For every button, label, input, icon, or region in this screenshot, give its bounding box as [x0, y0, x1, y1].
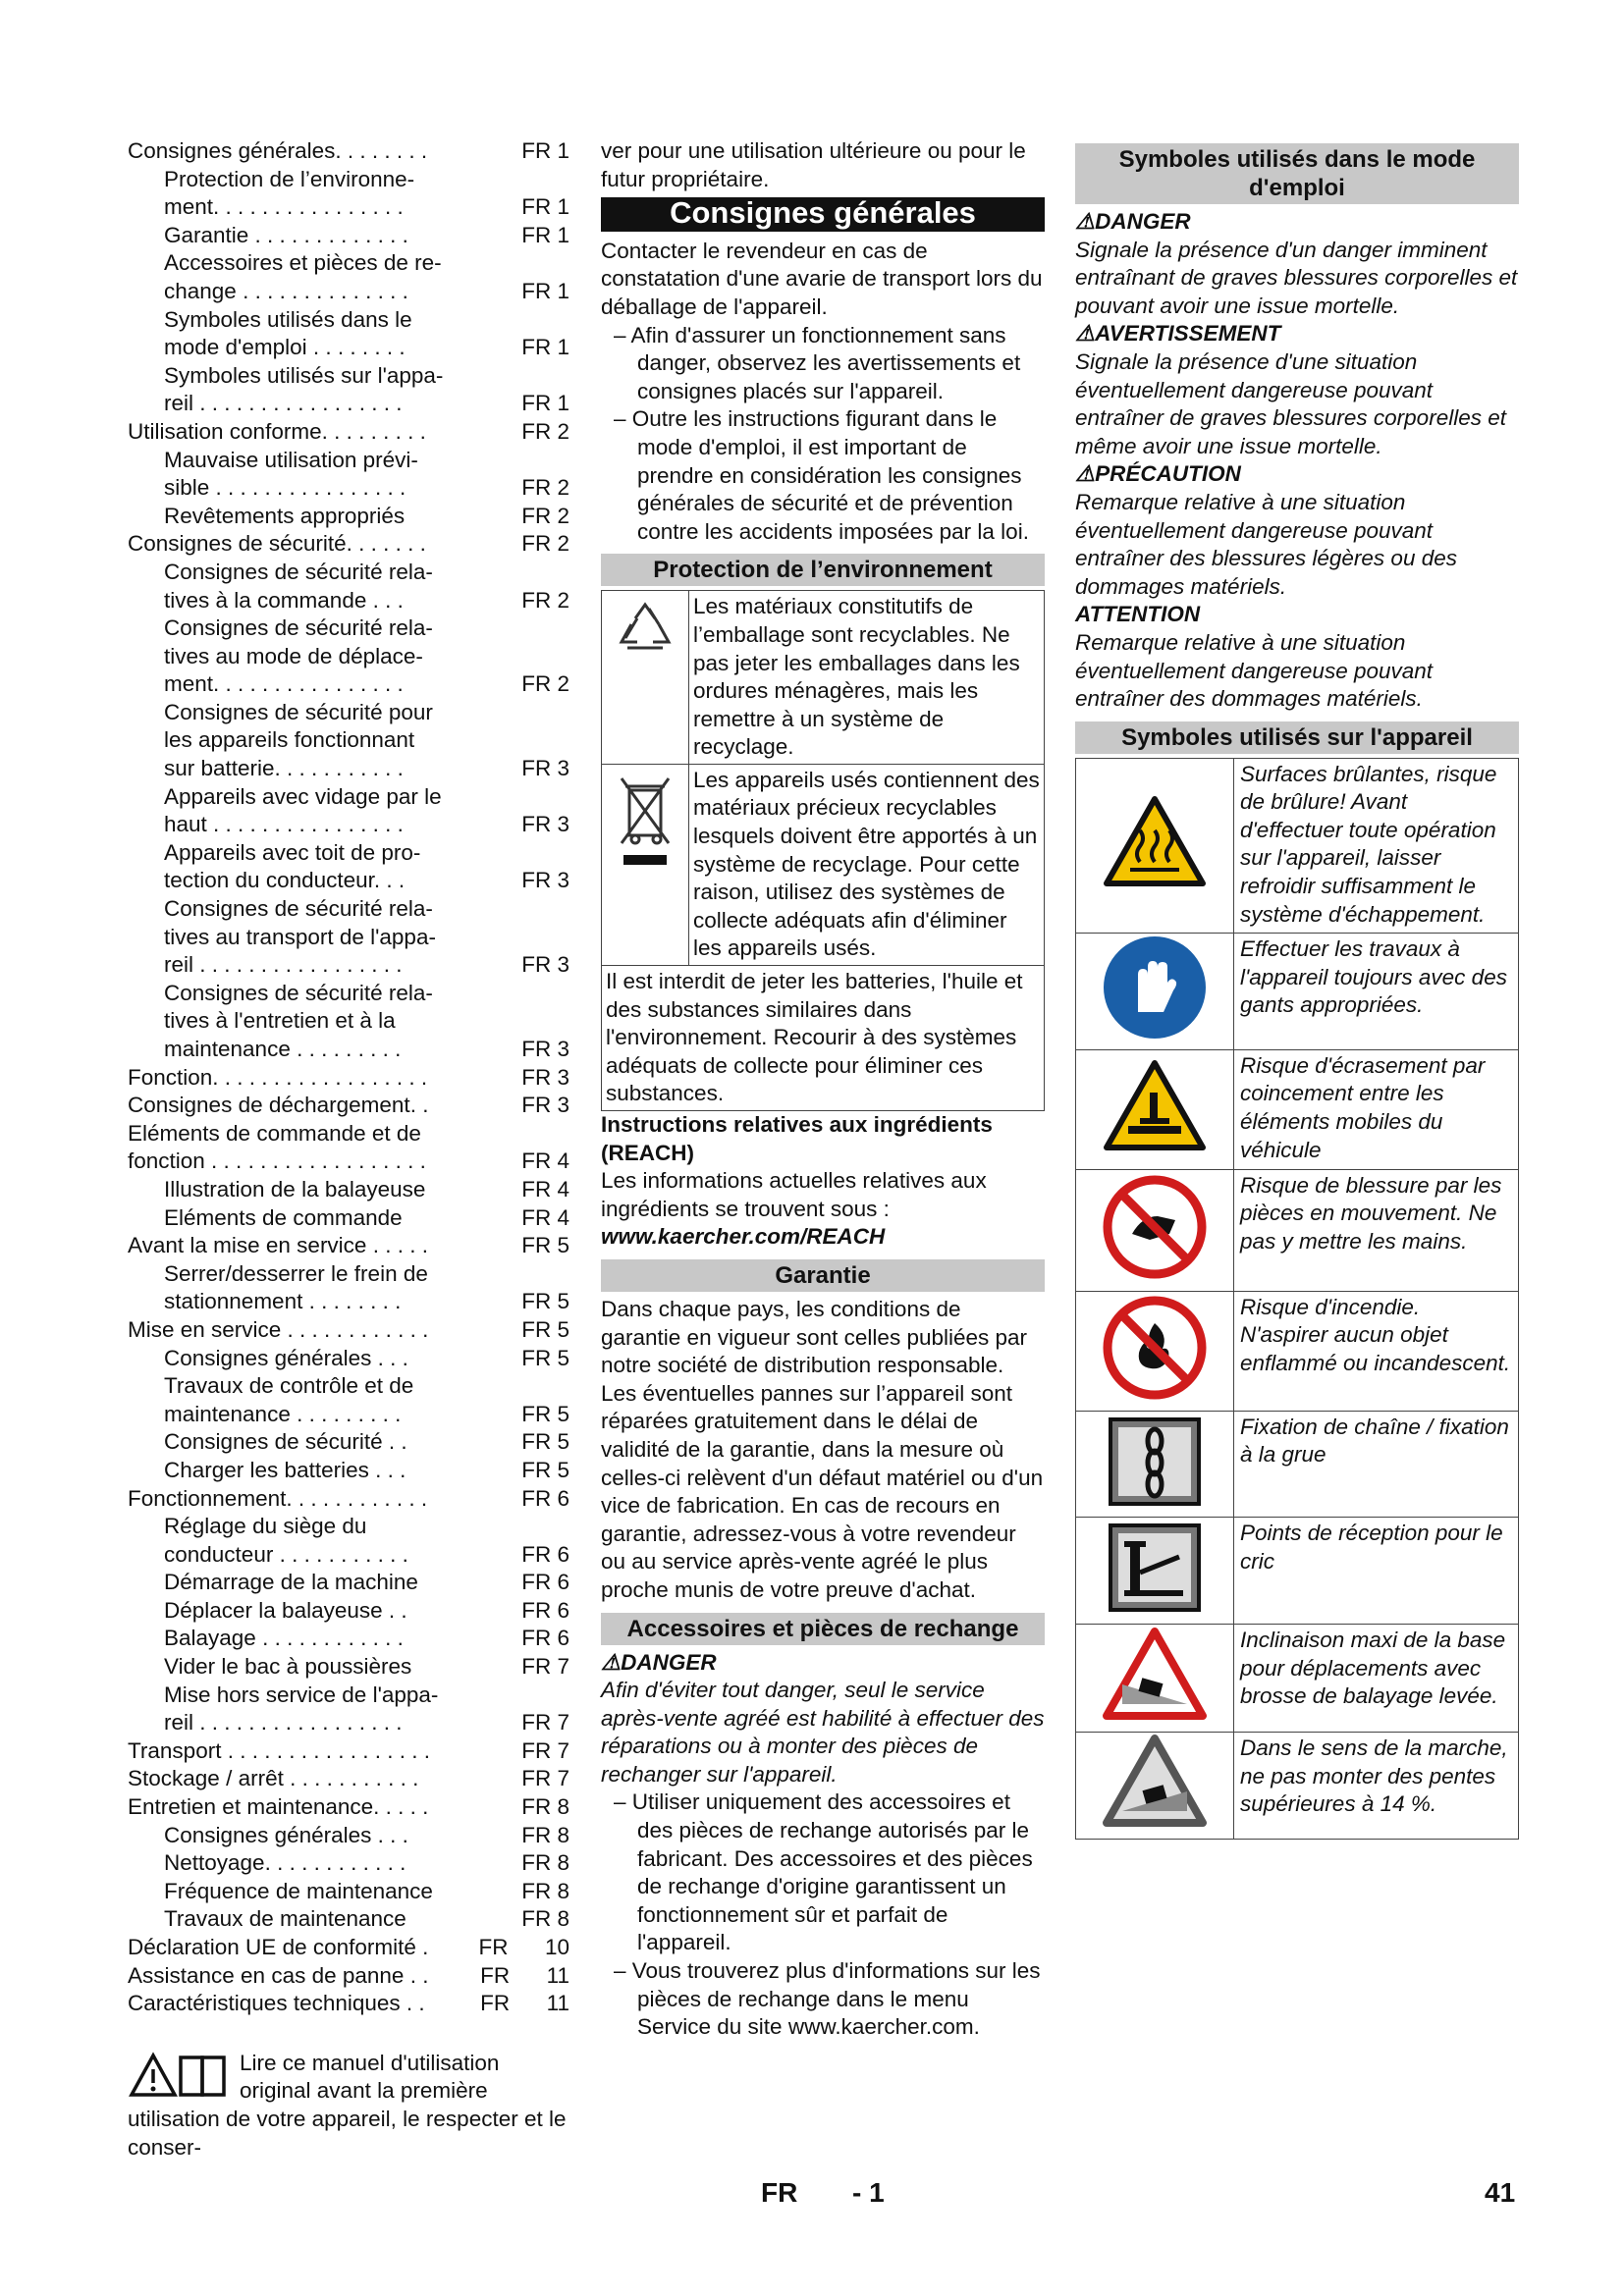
- toc-entry-title: tives au mode de déplace-: [164, 643, 423, 668]
- toc-entry-page: FR 3: [521, 868, 569, 893]
- symbol-description: Points de réception pour le cric: [1234, 1518, 1519, 1625]
- toc-entry-page: FR 11: [480, 1962, 569, 1988]
- reach-title: Instructions relatives aux ingrédients (REACH): [601, 1112, 993, 1165]
- toc-entry-page: FR 5: [521, 1457, 569, 1482]
- toc-entry-page: FR 7: [521, 1710, 569, 1735]
- toc-entry-title: Travaux de maintenance: [164, 1906, 406, 1932]
- warning-triangle-icon: ⚠: [1075, 209, 1096, 234]
- toc-entry[interactable]: [128, 614, 569, 643]
- toc-entry-title: tives au transport de l'appa-: [164, 924, 436, 949]
- toc-entry-title: Garantie . . . . . . . . . . . . .: [164, 222, 408, 247]
- toc-entry-title: Transport . . . . . . . . . . . . . . . . .: [128, 1737, 430, 1763]
- warning-triangle-icon: ⚠: [601, 1649, 622, 1675]
- toc-entry-title: haut . . . . . . . . . . . . . . . .: [164, 812, 404, 837]
- toc-entry-page: FR 5: [521, 1289, 569, 1314]
- toc-entry[interactable]: [128, 726, 569, 755]
- toc-entry[interactable]: [128, 1036, 569, 1064]
- jack-point-icon: [1076, 1518, 1234, 1625]
- garantie-paragraph: Dans chaque pays, les conditions de garantie en vigueur sont celles publiées par notre société de distribution responsable. Les éventuelles pannes sur l’appareil sont réparées gratuitement dans le délai de validité de la garantie, dans la mesure où celles-ci relèvent d'un défaut matériel ou d'un vice de fabrication. En cas de recours en garantie, adressez-vous à votre revendeur ou au service après-vente agréé le plus proche munis de votre preuve d'achat.: [601, 1296, 1044, 1602]
- toc-entry-title: les appareils fonctionnant: [164, 727, 415, 753]
- toc-entry-page: FR 3: [521, 952, 569, 978]
- heading-environment: Protection de l’environnement: [601, 554, 1045, 586]
- toc-entry[interactable]: [128, 1120, 569, 1148]
- toc-entry[interactable]: [128, 1625, 569, 1653]
- toc-entry[interactable]: [128, 1316, 569, 1345]
- toc-entry[interactable]: [128, 924, 569, 952]
- toc-entry-page: FR 2: [521, 503, 569, 528]
- toc-entry[interactable]: [128, 1428, 569, 1457]
- toc-entry[interactable]: [128, 783, 569, 812]
- toc-entry-page: FR 6: [521, 1570, 569, 1595]
- toc-entry[interactable]: [128, 390, 569, 418]
- symbol-description: Surfaces brûlantes, risque de brûlure! Avant d'effectuer toute opération sur l'appareil, laisser refroidir suffisamment le système d'échappement.: [1234, 758, 1519, 934]
- general-paragraph: Contacter le revendeur en cas de constatation d'une avarie de transport lors du déballage de l'appareil.: [601, 238, 1043, 319]
- toc-entry-title: tection du conducteur. . .: [164, 868, 406, 893]
- toc-entry-page: FR 10: [478, 1935, 569, 1959]
- toc-entry-page: FR 5: [521, 1401, 569, 1426]
- toc-entry[interactable]: [128, 1457, 569, 1485]
- toc-entry-title: Assistance en cas de panne . .: [128, 1962, 429, 1988]
- toc-entry[interactable]: [128, 643, 569, 671]
- toc-entry[interactable]: [128, 587, 569, 615]
- toc-entry[interactable]: [128, 1682, 569, 1710]
- toc-entry-title: Fonction. . . . . . . . . . . . . . . . . .: [128, 1064, 428, 1090]
- toc-entry[interactable]: [128, 166, 569, 194]
- toc-entry-page: FR 2: [521, 587, 569, 613]
- toc-entry[interactable]: [128, 137, 569, 166]
- symbol-row: [1076, 1049, 1519, 1169]
- attention-text: Remarque relative à une situation éventuellement dangereuse pouvant entraîner des dommages matériels.: [1075, 629, 1434, 712]
- symbol-description: Risque d'écrasement par coincement entre les éléments mobiles du véhicule: [1234, 1049, 1519, 1169]
- column-2: [601, 137, 1045, 2042]
- toc-entry[interactable]: [128, 418, 569, 447]
- toc-entry-title: Mise hors service de l'appa-: [164, 1682, 439, 1707]
- toc-entry[interactable]: [128, 1204, 569, 1233]
- toc-entry[interactable]: [128, 1793, 569, 1822]
- toc-entry-title: Avant la mise en service . . . . .: [128, 1233, 428, 1258]
- toc-entry-page: FR 11: [480, 1991, 569, 2016]
- heading-consignes-generales: Consignes générales: [601, 197, 1045, 232]
- warning-triangle-icon: ⚠: [1075, 321, 1096, 347]
- toc-entry[interactable]: [128, 530, 569, 559]
- toc-entry-title: reil . . . . . . . . . . . . . . . . .: [164, 1710, 403, 1735]
- read-manual-text: Lire ce manuel d'utilisation original avant la première utilisation de votre appareil, le respecter et le conser-: [128, 2050, 567, 2160]
- toc-entry-page: FR 3: [521, 1037, 569, 1061]
- toc-entry[interactable]: [128, 839, 569, 868]
- hot-surface-warning-icon: [1076, 758, 1234, 934]
- toc-entry[interactable]: [128, 559, 569, 587]
- toc-entry[interactable]: [128, 1934, 569, 1962]
- access-danger-text: Afin d'éviter tout danger, seul le service après-vente agréé est habilité à effectuer des réparations ou à monter des pièces de rechanger sur l'appareil.: [601, 1678, 1045, 1787]
- reach-url: www.kaercher.com/REACH: [601, 1224, 886, 1250]
- toc-entry-title: Symboles utilisés dans le: [164, 306, 412, 332]
- toc-entry[interactable]: [128, 193, 569, 222]
- toc-entry-page: FR 3: [521, 1064, 569, 1090]
- symbol-row: [1076, 1169, 1519, 1291]
- toc-entry-page: FR 5: [521, 1345, 569, 1370]
- toc-entry[interactable]: [128, 1849, 569, 1878]
- toc-entry[interactable]: [128, 811, 569, 839]
- toc-entry[interactable]: [128, 1064, 569, 1093]
- symbol-row: [1076, 1411, 1519, 1518]
- toc-entry-title: Utilisation conforme. . . . . . . . .: [128, 418, 426, 444]
- toc-entry-title: Consignes générales . . .: [164, 1822, 408, 1847]
- toc-entry[interactable]: [128, 474, 569, 503]
- toc-entry-page: FR 2: [521, 531, 569, 557]
- toc-entry-page: FR 2: [521, 418, 569, 444]
- toc-entry[interactable]: [128, 1176, 569, 1204]
- toc-entry-title: Illustration de la balayeuse: [164, 1176, 426, 1201]
- toc-entry-title: change . . . . . . . . . . . . . .: [164, 278, 408, 303]
- toc-entry-title: Consignes de sécurité rela-: [164, 896, 433, 922]
- toc-entry-page: FR 6: [521, 1541, 569, 1567]
- general-bullet-2: – Outre les instructions figurant dans le mode d'emploi, il est important de prendre en considération les consignes générales de sécurité et de prévention contre les accidents imposées par la loi.: [614, 406, 1029, 544]
- symbol-row: [1076, 934, 1519, 1050]
- heading-accessoires: Accessoires et pièces de rechange: [601, 1613, 1045, 1645]
- symbol-description: Risque de blessure par les pièces en mouvement. Ne pas y mettre les mains.: [1234, 1169, 1519, 1291]
- toc-entry[interactable]: [128, 1092, 569, 1120]
- toc-entry-page: FR 1: [521, 222, 569, 247]
- slope-travel-icon: [1076, 1733, 1234, 1840]
- toc-entry-title: Protection de l’environne-: [164, 166, 415, 191]
- toc-entry-page: FR 2: [521, 671, 569, 697]
- toc-entry[interactable]: [128, 1513, 569, 1541]
- toc-entry-title: mode d'emploi . . . . . . . .: [164, 335, 406, 360]
- toc-entry-title: Appareils avec vidage par le: [164, 783, 442, 809]
- access-bullet-2: – Vous trouverez plus d'informations sur les pièces de rechange dans le menu Service du site www.kaercher.com.: [614, 1958, 1041, 2040]
- toc-entry[interactable]: [128, 1345, 569, 1373]
- no-fire-icon: [1076, 1291, 1234, 1411]
- symbol-row: [1076, 1518, 1519, 1625]
- toc-entry-title: Balayage . . . . . . . . . . . .: [164, 1626, 404, 1651]
- toc-entry-title: Démarrage de la machine: [164, 1570, 418, 1595]
- toc-entry-title: Réglage du siège du: [164, 1514, 367, 1539]
- environment-table: [601, 590, 1045, 1111]
- access-bullet-1: – Utiliser uniquement des accessoires et des pièces de rechange autorisés par le fabricant. Des accessoires et des pièces de rechange d'origine garantissent un fonctionnement sûr et parfait de l'appareil.: [614, 1789, 1033, 1955]
- chain-fixing-icon: [1076, 1411, 1234, 1518]
- toc-entry-title: Mise en service . . . . . . . . . . . .: [128, 1316, 429, 1342]
- device-symbols-table: [1075, 758, 1519, 1840]
- toc-entry-title: conducteur . . . . . . . . . . .: [164, 1541, 408, 1567]
- precaution-title: ⚠PRÉCAUTION: [1075, 461, 1241, 487]
- toc-entry[interactable]: [128, 1822, 569, 1850]
- toc-entry-title: Caractéristiques techniques . .: [128, 1991, 425, 2016]
- toc-entry-page: FR 8: [521, 1794, 569, 1820]
- toc-entry-title: Travaux de contrôle et de: [164, 1373, 414, 1399]
- toc-entry-title: Eléments de commande: [164, 1204, 403, 1230]
- toc-entry[interactable]: [128, 222, 569, 250]
- toc-entry-title: Stockage / arrêt . . . . . . . . . . .: [128, 1766, 419, 1791]
- toc-entry[interactable]: [128, 249, 569, 278]
- symbol-description: Inclinaison maxi de la base pour déplacements avec brosse de balayage levée.: [1234, 1625, 1519, 1733]
- slope-incline-icon: [1076, 1625, 1234, 1733]
- toc-entry[interactable]: [128, 699, 569, 727]
- danger-title: ⚠DANGER: [1075, 209, 1191, 234]
- toc-entry-title: Consignes de sécurité . .: [164, 1429, 407, 1455]
- symbol-description: Risque d'incendie. N'aspirer aucun objet enflammé ou incandescent.: [1234, 1291, 1519, 1411]
- toc-entry-title: Appareils avec toit de pro-: [164, 839, 421, 865]
- toc-entry[interactable]: [128, 1990, 569, 2018]
- toc-entry[interactable]: [128, 306, 569, 335]
- danger-text: Signale la présence d'un danger imminent entraînant de graves blessures corporelles et pouvant avoir une issue mortelle.: [1075, 237, 1518, 318]
- toc-entry-title: Charger les batteries . . .: [164, 1457, 406, 1482]
- symbol-description: Dans le sens de la marche, ne pas monter des pentes supérieures à 14 %.: [1234, 1733, 1519, 1840]
- footer-page-number: 41: [1485, 2177, 1516, 2208]
- toc-entry-page: FR 1: [521, 391, 569, 416]
- reach-paragraph: Les informations actuelles relatives aux ingrédients se trouvent sous :: [601, 1168, 987, 1221]
- toc-entry-title: Fréquence de maintenance: [164, 1878, 433, 1903]
- toc-entry-title: ment. . . . . . . . . . . . . . . .: [164, 194, 404, 220]
- toc-entry-title: Consignes de sécurité pour: [164, 699, 433, 724]
- toc-entry[interactable]: [128, 1653, 569, 1682]
- toc-entry[interactable]: [128, 1765, 569, 1793]
- env-old-devices-text: Les appareils usés contiennent des matériaux précieux recyclables lesquels doivent être apportés à un système de recyclage. Pour cette raison, utilisez des systèmes de collecte adéquats afin d'éliminer les appareils usés.: [689, 764, 1045, 965]
- toc-entry-title: Vider le bac à poussières: [164, 1654, 412, 1680]
- toc-entry[interactable]: [128, 503, 569, 531]
- crush-hazard-icon: [1076, 1049, 1234, 1169]
- toc-entry-title: sible . . . . . . . . . . . . . . . .: [164, 475, 406, 501]
- toc-entry-title: Serrer/desserrer le frein de: [164, 1260, 428, 1286]
- attention-title: ATTENTION: [1075, 602, 1201, 627]
- toc-entry-title: Consignes de sécurité rela-: [164, 615, 433, 641]
- toc-entry-page: FR 3: [521, 812, 569, 837]
- symbol-description: Effectuer les travaux à l'appareil toujours avec des gants appropriées.: [1234, 934, 1519, 1050]
- toc-entry[interactable]: [128, 334, 569, 362]
- toc-entry-page: FR 4: [521, 1204, 569, 1230]
- toc-entry[interactable]: [128, 1288, 569, 1316]
- column-3: [1075, 137, 1519, 1840]
- avertissement-text: Signale la présence d'une situation éventuellement dangereuse pouvant entraîner de graves blessures corporelles et même avoir une issue mortelle.: [1075, 348, 1506, 458]
- toc-entry-title: maintenance . . . . . . . . .: [164, 1037, 402, 1061]
- toc-entry-title: Consignes générales . . .: [164, 1345, 408, 1370]
- toc-entry-title: tives à la commande . . .: [164, 587, 404, 613]
- toc-entry-title: Accessoires et pièces de re-: [164, 250, 442, 276]
- toc-entry-title: Consignes de sécurité rela-: [164, 980, 433, 1005]
- toc-entry-title: sur batterie. . . . . . . . . . .: [164, 756, 404, 781]
- toc-entry[interactable]: [128, 980, 569, 1008]
- symbol-row: [1076, 1625, 1519, 1733]
- env-batteries-text: Il est interdit de jeter les batteries, l'huile et des substances similaires dans l'environnement. Recourir à des systèmes adéquats de collecte pour éliminer ces substances.: [602, 966, 1045, 1111]
- intro-continuation: ver pour une utilisation ultérieure ou pour le futur propriétaire.: [601, 138, 1026, 191]
- toc-entry[interactable]: [128, 1962, 569, 1991]
- toc-entry[interactable]: [128, 362, 569, 391]
- toc-entry-page: FR 1: [521, 138, 569, 163]
- access-danger-title: ⚠DANGER: [601, 1649, 717, 1675]
- toc-entry-page: FR 5: [521, 1233, 569, 1258]
- toc-entry-title: Entretien et maintenance. . . . .: [128, 1794, 429, 1820]
- read-manual-icon: [128, 2050, 234, 2101]
- toc-entry-title: stationnement . . . . . . . .: [164, 1289, 402, 1314]
- toc-entry-title: reil . . . . . . . . . . . . . . . . .: [164, 391, 403, 416]
- symbol-description: Fixation de chaîne / fixation à la grue: [1234, 1411, 1519, 1518]
- toc-entry-page: FR 1: [521, 194, 569, 220]
- toc-entry[interactable]: [128, 755, 569, 783]
- toc-entry[interactable]: [128, 1569, 569, 1597]
- weee-bin-icon: [602, 764, 689, 965]
- toc-entry-page: FR 6: [521, 1485, 569, 1511]
- toc-entry[interactable]: [128, 1260, 569, 1289]
- recycle-icon: [602, 591, 689, 765]
- toc-entry[interactable]: [128, 1905, 569, 1934]
- toc-entry-page: FR 7: [521, 1737, 569, 1763]
- toc-entry-title: fonction . . . . . . . . . . . . . . . . . .: [128, 1148, 426, 1174]
- toc-entry-title: tives à l'entretien et à la: [164, 1008, 396, 1034]
- toc-entry[interactable]: [128, 1372, 569, 1401]
- toc-entry[interactable]: [128, 1232, 569, 1260]
- toc-entry-title: Consignes de sécurité rela-: [164, 559, 433, 584]
- toc-entry[interactable]: [128, 1597, 569, 1626]
- symbol-row: [1076, 758, 1519, 934]
- symbol-row: [1076, 1733, 1519, 1840]
- toc-entry-page: FR 8: [521, 1878, 569, 1903]
- toc-entry-page: FR 5: [521, 1316, 569, 1342]
- toc-entry-title: maintenance . . . . . . . . .: [164, 1401, 402, 1426]
- toc-entry[interactable]: [128, 1485, 569, 1514]
- symbol-row: [1076, 1291, 1519, 1411]
- toc-entry-title: ment. . . . . . . . . . . . . . . .: [164, 671, 404, 697]
- toc-entry-page: FR 4: [521, 1176, 569, 1201]
- toc-entry-title: Fonctionnement. . . . . . . . . . . .: [128, 1485, 428, 1511]
- toc-entry[interactable]: [128, 1541, 569, 1570]
- toc-entry-page: FR 7: [521, 1654, 569, 1680]
- precaution-text: Remarque relative à une situation éventuellement dangereuse pouvant entraîner des blessures légères ou des dommages matériels.: [1075, 489, 1457, 599]
- env-packaging-text: Les matériaux constitutifs de l’emballage sont recyclables. Ne pas jeter les emballages dans les ordures ménagères, mais les remettre à un système de recyclage.: [689, 591, 1045, 765]
- toc-entry-page: FR 7: [521, 1766, 569, 1791]
- toc-entry[interactable]: [128, 1007, 569, 1036]
- read-manual-note: [128, 2050, 569, 2162]
- heading-symbols-device: Symboles utilisés sur l'appareil: [1075, 721, 1519, 754]
- heading-garantie: Garantie: [601, 1259, 1045, 1292]
- warning-triangle-icon: ⚠: [1075, 461, 1096, 487]
- toc-entry[interactable]: [128, 895, 569, 924]
- gloves-mandatory-icon: [1076, 934, 1234, 1050]
- toc-entry-page: FR 1: [521, 335, 569, 360]
- toc-entry-page: FR 6: [521, 1597, 569, 1623]
- toc-entry-title: Eléments de commande et de: [128, 1120, 421, 1146]
- toc-entry[interactable]: [128, 670, 569, 699]
- toc-entry[interactable]: [128, 1737, 569, 1766]
- toc-entry-title: Nettoyage. . . . . . . . . . . .: [164, 1850, 406, 1876]
- toc-entry-page: FR 6: [521, 1626, 569, 1651]
- avertissement-title: ⚠AVERTISSEMENT: [1075, 321, 1281, 347]
- toc-entry-page: FR 4: [521, 1148, 569, 1174]
- footer-language: FR: [761, 2177, 798, 2208]
- toc-entry[interactable]: [128, 1878, 569, 1906]
- toc-entry[interactable]: [128, 278, 569, 306]
- footer-section-page: - 1: [852, 2177, 885, 2208]
- toc-entry-page: FR 2: [521, 475, 569, 501]
- toc-entry-title: Déclaration UE de conformité .: [128, 1935, 429, 1959]
- toc-entry-title: Revêtements appropriés: [164, 503, 406, 528]
- toc-entry-title: reil . . . . . . . . . . . . . . . . .: [164, 952, 403, 978]
- toc-entry-page: FR 8: [521, 1850, 569, 1876]
- toc-entry-page: FR 8: [521, 1906, 569, 1932]
- toc-entry[interactable]: [128, 867, 569, 895]
- toc-entry[interactable]: [128, 447, 569, 475]
- toc-entry-title: Déplacer la balayeuse . .: [164, 1597, 407, 1623]
- toc-entry-title: Mauvaise utilisation prévi-: [164, 447, 418, 472]
- toc-entry[interactable]: [128, 1401, 569, 1429]
- heading-symbols-manual: Symboles utilisés dans le mode d'emploi: [1075, 143, 1519, 204]
- toc-entry-page: FR 3: [521, 756, 569, 781]
- toc-entry-page: FR 5: [521, 1429, 569, 1455]
- toc-entry-title: Consignes de déchargement. .: [128, 1093, 429, 1118]
- no-hands-icon: [1076, 1169, 1234, 1291]
- toc-entry-page: FR 8: [521, 1822, 569, 1847]
- toc-entry-title: Consignes de sécurité. . . . . . .: [128, 531, 426, 557]
- toc-entry-page: FR 3: [521, 1093, 569, 1118]
- toc-entry[interactable]: [128, 951, 569, 980]
- toc-entry[interactable]: [128, 1148, 569, 1176]
- table-of-contents: [128, 137, 569, 2162]
- general-bullet-1: – Afin d'assurer un fonctionnement sans danger, observez les avertissements et consignes placés sur l'appareil.: [614, 322, 1021, 403]
- toc-entry-title: Consignes générales. . . . . . . .: [128, 138, 428, 163]
- toc-entry-title: Symboles utilisés sur l'appa-: [164, 362, 444, 388]
- toc-entry[interactable]: [128, 1709, 569, 1737]
- toc-entry-page: FR 1: [521, 278, 569, 303]
